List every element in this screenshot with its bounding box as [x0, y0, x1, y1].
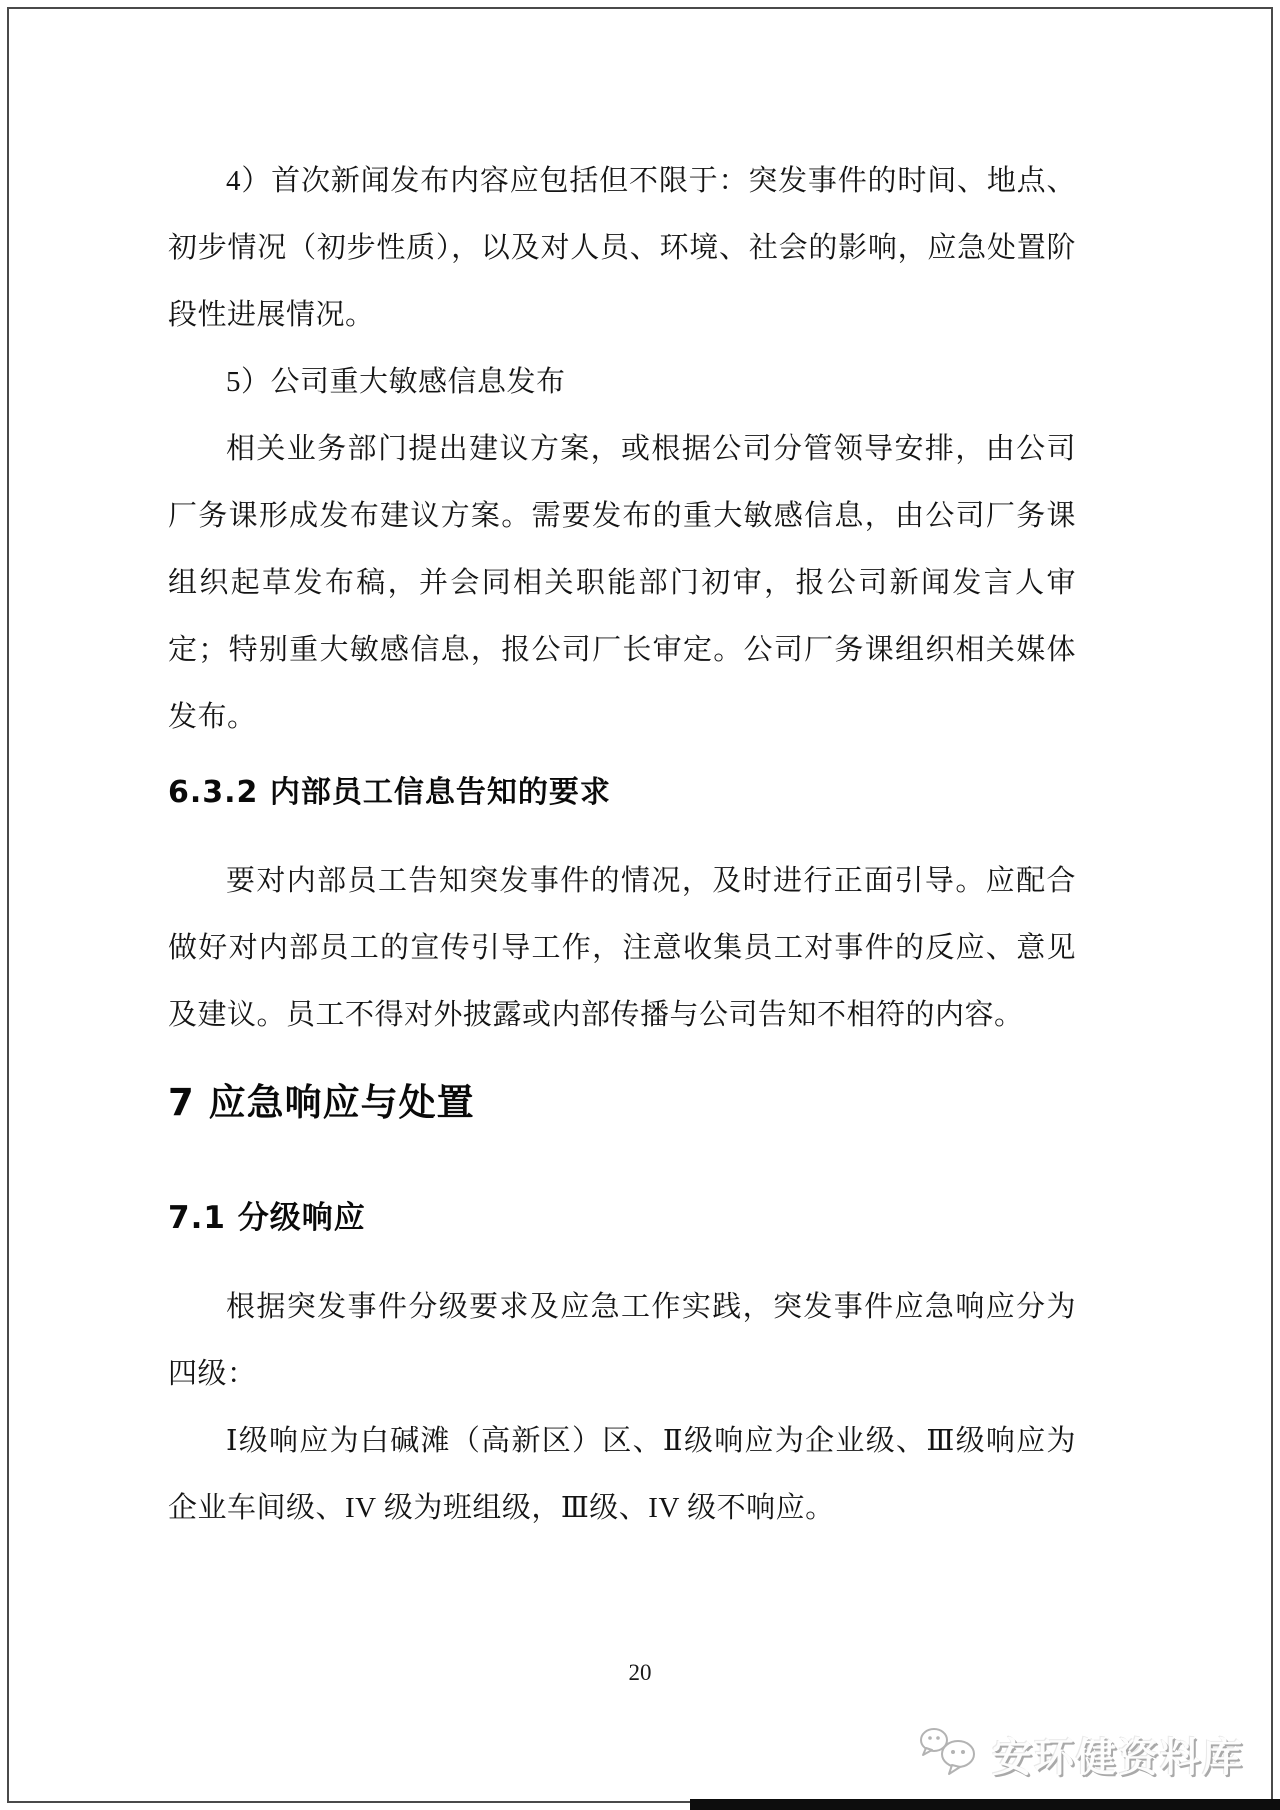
paragraph-news-release-content: 4）首次新闻发布内容应包括但不限于：突发事件的时间、地点、初步情况（初步性质），以及对人员、环境、社会的影响，应急处置阶段性进展情况。 — [168, 165, 1076, 331]
document-body — [168, 148, 1076, 1542]
watermark — [918, 1726, 1244, 1783]
paragraph-internal-staff-notice: 要对内部员工告知突发事件的情况，及时进行正面引导。应配合做好对内部员工的宣传引导工作，注意收集员工对事件的反应、意见及建议。员工不得对外披露或内部传播与公司告知不相符的内容。 — [168, 865, 1076, 1031]
bottom-black-bar — [690, 1799, 1280, 1810]
paragraph-sensitive-info-process: 相关业务部门提出建议方案，或根据公司分管领导安排，由公司厂务课形成发布建议方案。需要发布的重大敏感信息，由公司厂务课组织起草发布稿，并会同相关职能部门初审，报公司新闻发言人审定；特别重大敏感信息，报公司厂长审定。公司厂务课组织相关媒体发布。 — [168, 433, 1076, 733]
chat-bubbles-icon — [918, 1726, 982, 1783]
paragraph-sensitive-info-title: 5）公司重大敏感信息发布 — [226, 366, 566, 398]
heading-6-3-2: 6.3.2 内部员工信息告知的要求 — [168, 775, 611, 810]
heading-7-1: 7.1 分级响应 — [168, 1200, 366, 1236]
heading-7: 7 应急响应与处置 — [168, 1081, 475, 1124]
paragraph-response-levels-intro: 根据突发事件分级要求及应急工作实践，突发事件应急响应分为四级： — [168, 1291, 1076, 1390]
watermark-label: 安环健资料库 — [992, 1735, 1244, 1781]
page-number: 20 — [628, 1660, 652, 1685]
paragraph-response-levels-detail: Ⅰ级响应为白碱滩（高新区）区、Ⅱ级响应为企业级、Ⅲ级响应为企业车间级、IV 级为班组级，Ⅲ级、IV 级不响应。 — [168, 1425, 1076, 1524]
